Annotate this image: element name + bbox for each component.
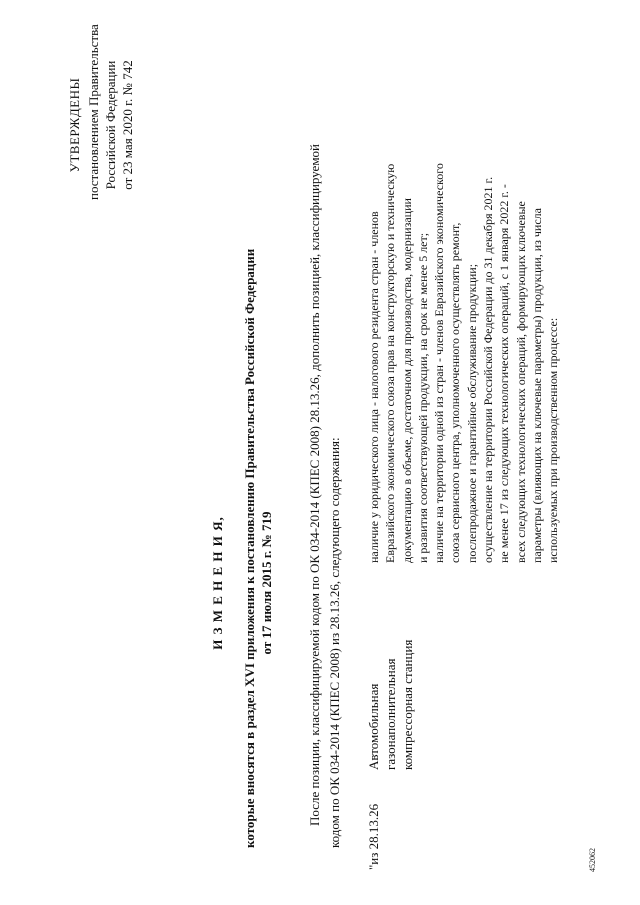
requirement-line: союза сервисного центра, уполномоченного осуществлять ремонт, — [448, 222, 463, 563]
requirement-line: послепродажное и гарантийное обслуживание продукции; — [464, 263, 479, 563]
heading-title: И З М Е Н Е Н И Я, — [210, 516, 225, 650]
requirement-line: используемых при производственном процессе: — [546, 317, 561, 563]
requirement-line: и развития соответствующей продукции, на срок не менее 5 лет; — [415, 232, 430, 563]
requirement-line: не менее 17 из следующих технологических операций, с 1 января 2022 г. - — [497, 184, 512, 563]
approval-stamp — [67, 24, 135, 200]
approval-title: УТВЕРЖДЕНЫ — [67, 77, 82, 173]
requirement-line: наличие у юридического лица - налогового резидента стран - членов — [367, 211, 381, 563]
product-code: "из 28.13.26 — [366, 803, 381, 870]
document-heading — [210, 248, 274, 848]
product-name-line-1: Автомобильная — [366, 683, 381, 770]
product-name — [367, 640, 415, 770]
heading-line-2: от 17 июля 2015 г. № 719 — [259, 511, 274, 655]
approval-line-1: постановлением Правительства — [86, 24, 101, 200]
heading-line-1: которые вносятся в раздел XVI приложения к постановлению Правительства Российской Федерации — [242, 248, 257, 848]
approval-line-2: Российской Федерации — [103, 60, 118, 190]
product-name-line-2: газонаполнительная — [383, 658, 398, 770]
requirements-text — [367, 163, 560, 563]
requirement-line: Евразийского экономического союза прав на конструкторскую и техническую — [383, 163, 398, 563]
requirement-line: документацию в объеме, достаточном для производства, модернизации — [399, 198, 414, 563]
requirement-line: наличие на территории одной из стран - членов Евразийского экономического — [432, 163, 447, 563]
requirement-line: осуществление на территории Российской Федерации до 31 декабря 2021 г. — [481, 176, 496, 563]
document-number: 452062 — [588, 848, 597, 872]
requirement-line: всех следующих технологических операций, формирующих ключевые — [513, 201, 528, 563]
requirement-line: параметры (влияющих на ключевые параметры) продукции, из числа — [529, 208, 544, 563]
intro-line-2: кодом по ОК 034-2014 (КПЕС 2008) из 28.13.26, следующего содержания: — [327, 437, 342, 848]
approval-line-3: от 23 мая 2020 г. № 742 — [120, 60, 135, 190]
intro-paragraph — [308, 144, 342, 848]
product-name-line-3: компрессорная станция — [400, 639, 415, 770]
intro-line-1: После позиции, классифицируемой кодом по ОК 034-2014 (КПЕС 2008) 28.13.26, дополнить позицией, классифицируемой — [307, 143, 322, 826]
